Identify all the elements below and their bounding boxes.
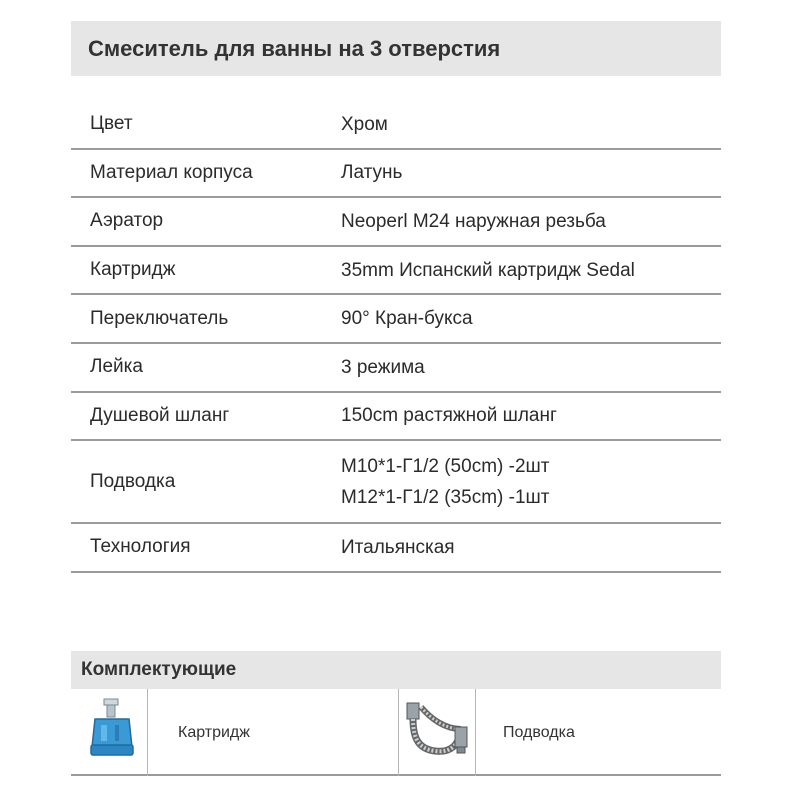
- spec-row: [71, 150, 721, 199]
- spec-label: Переключатель: [90, 307, 229, 329]
- components-title: Комплектующие: [81, 659, 237, 680]
- components-row: [71, 689, 721, 776]
- spec-row: [71, 295, 721, 344]
- spec-row: [71, 198, 721, 247]
- spec-label: Аэратор: [90, 210, 164, 232]
- spec-value: Хром: [341, 113, 388, 135]
- spec-label: Картридж: [90, 259, 176, 281]
- spec-row: [71, 524, 721, 573]
- spec-row: [71, 393, 721, 442]
- spec-value: Итальянская: [341, 536, 455, 558]
- component-label: Подводка: [503, 724, 575, 741]
- spec-value-line: М10*1-Г1/2 (50cm) -2шт: [341, 455, 550, 477]
- spec-value: 3 режима: [341, 356, 425, 378]
- cell-divider: [147, 689, 148, 776]
- page-title: Смеситель для ванны на 3 отверстия: [88, 35, 501, 61]
- spec-value: 35mm Испанский картридж Sedal: [341, 259, 635, 281]
- spec-table: [71, 101, 721, 573]
- spec-label: Подводка: [90, 470, 176, 492]
- hose-icon: [401, 689, 475, 774]
- spec-value-line: М12*1-Г1/2 (35cm) -1шт: [341, 486, 550, 508]
- spec-value: Латунь: [341, 162, 403, 184]
- spec-label: Душевой шланг: [90, 404, 230, 426]
- spec-value: Neoperl M24 наружная резьба: [341, 210, 606, 232]
- cartridge-icon: [77, 689, 147, 774]
- spec-row: [71, 344, 721, 393]
- cartridge-image: [77, 689, 147, 774]
- spec-value: 150cm растяжной шланг: [341, 405, 557, 427]
- spec-value: [341, 451, 721, 513]
- spec-row: [71, 247, 721, 296]
- spec-row: [71, 441, 721, 524]
- spec-value: 90° Кран-букса: [341, 308, 473, 330]
- spec-label: Материал корпуса: [90, 161, 253, 183]
- spec-label: Цвет: [90, 113, 133, 135]
- components-header: [71, 651, 721, 689]
- cell-divider: [475, 689, 476, 776]
- spec-label: Лейка: [90, 356, 143, 378]
- spec-label: Технология: [90, 536, 191, 558]
- spec-header: [71, 21, 721, 76]
- spec-row: [71, 101, 721, 150]
- cell-divider: [398, 689, 399, 776]
- hose-image: [401, 689, 475, 774]
- component-label: Картридж: [178, 724, 250, 741]
